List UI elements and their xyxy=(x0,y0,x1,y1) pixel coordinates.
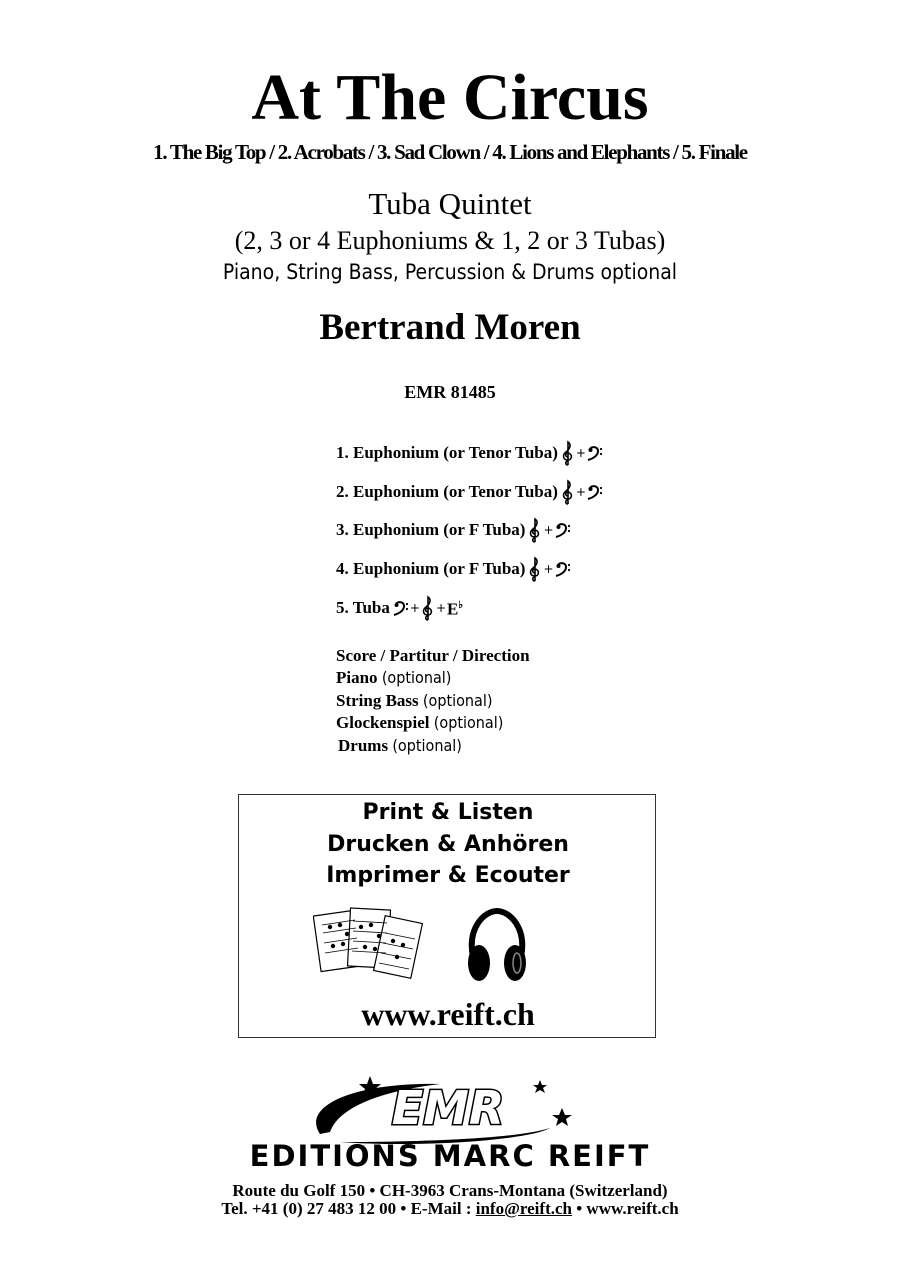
print-listen-en: Print & Listen xyxy=(362,800,534,825)
publisher-address: Route du Golf 150 • CH-3963 Crans-Montana (Switzerland) xyxy=(232,1181,668,1200)
part-label: 1. Euphonium (or Tenor Tuba) xyxy=(336,443,558,462)
telephone: Tel. +41 (0) 27 483 12 00 • E-Mail : xyxy=(221,1199,472,1218)
part-label: 2. Euphonium (or Tenor Tuba) xyxy=(336,482,558,501)
page-title: At The Circus xyxy=(251,61,649,134)
emr-logo-emblem xyxy=(300,1074,600,1144)
part-label: 4. Euphonium (or F Tuba) xyxy=(336,559,526,578)
piano-line: Piano (optional) xyxy=(336,668,452,687)
optional-instruments: Piano, String Bass, Percussion & Drums optional xyxy=(222,260,678,284)
composer-name: Bertrand Moren xyxy=(319,307,581,348)
score-line: Score / Partitur / Direction xyxy=(336,646,530,665)
sheet-music-icon xyxy=(313,903,425,985)
treble-bass-clef-icon: + xyxy=(528,517,570,543)
part-item xyxy=(336,479,603,505)
instrumentation: (2, 3 or 4 Euphoniums & 1, 2 or 3 Tubas) xyxy=(234,226,666,255)
print-listen-box xyxy=(238,794,656,1038)
part-item xyxy=(336,556,571,582)
movements-list: 1. The Big Top / 2. Acrobats / 3. Sad Clown / 4. Lions and Elephants / 5. Finale xyxy=(153,140,747,164)
part-item xyxy=(336,440,603,466)
headphones-icon xyxy=(465,907,529,987)
catalog-number: EMR 81485 xyxy=(404,382,496,402)
footer-website-link[interactable]: • www.reift.ch xyxy=(576,1199,679,1218)
treble-bass-clef-icon: + xyxy=(528,556,570,582)
email-link[interactable]: info@reift.ch xyxy=(475,1199,572,1218)
string-bass-line: String Bass (optional) xyxy=(336,691,493,710)
part-item xyxy=(336,517,571,543)
treble-bass-clef-icon: + xyxy=(561,479,603,505)
ensemble: Tuba Quintet xyxy=(368,186,532,221)
print-listen-de: Drucken & Anhören xyxy=(327,832,569,857)
publisher-name: EDITIONS MARC REIFT xyxy=(249,1139,651,1173)
publisher-contact xyxy=(0,1198,900,1220)
part-item xyxy=(336,594,463,622)
part-label: 3. Euphonium (or F Tuba) xyxy=(336,520,526,539)
drums-line: Drums (optional) xyxy=(338,736,462,755)
svg-text:EMR: EMR xyxy=(391,1081,505,1135)
glockenspiel-line: Glockenspiel (optional) xyxy=(336,713,504,732)
website-link[interactable]: www.reift.ch xyxy=(361,996,535,1032)
treble-bass-clef-icon: + xyxy=(561,440,603,466)
bass-treble-eb-clef-icon: + + E♭ xyxy=(393,594,463,622)
print-listen-fr: Imprimer & Ecouter xyxy=(326,863,570,888)
part-label: 5. Tuba xyxy=(336,597,390,617)
